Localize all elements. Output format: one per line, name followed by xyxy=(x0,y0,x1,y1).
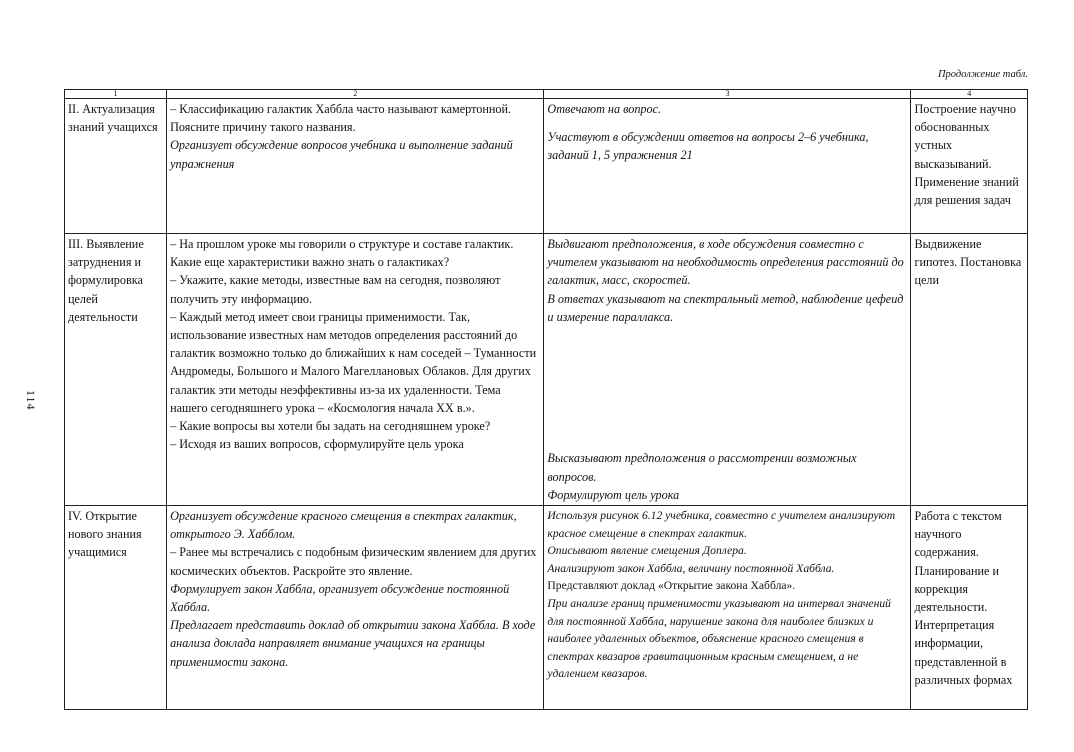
column-number: 4 xyxy=(911,90,1028,99)
students-text: Выдвигают предположения, в ходе обсуждения совместно с учителем указывают на необходимость определения расстояний до галактик, масс, скоростей. xyxy=(547,237,904,288)
column-number-row xyxy=(65,90,1028,99)
students-text: Высказывают предположения о рассмотрении возможных вопросов. xyxy=(547,451,857,484)
table-row xyxy=(65,506,1028,710)
students-text: В ответах указывают на спектральный метод, наблюдение цефеид и измерение параллакса. xyxy=(547,291,904,324)
table-row xyxy=(65,234,1028,506)
students-cell xyxy=(544,506,911,710)
column-number: 1 xyxy=(65,90,167,99)
page-number: 114 xyxy=(24,390,38,411)
result-text: Работа с текстом научного содержания. Планирование и коррекция деятельности. Интерпретация информации, представленной в различных формах xyxy=(914,509,1013,687)
result-text: Построение научно обоснованных устных высказываний. Применение знаний для решения задач xyxy=(914,102,1019,208)
stage-text: II. Актуализация знаний учащихся xyxy=(68,102,158,135)
students-cell xyxy=(544,99,911,234)
students-text: Используя рисунок 6.12 учебника, совместно с учителем анализируют красное смещение в спектрах галактик. xyxy=(547,509,896,540)
result-cell xyxy=(911,99,1028,234)
column-number: 2 xyxy=(167,90,544,99)
students-text: Участвуют в обсуждении ответов на вопросы 2–6 учебника, заданий 1, 5 упражнения 21 xyxy=(547,130,869,163)
students-text: При анализе границ применимости указывают на интервал значений для постоянной Хаббла, нарушение закона для наиболее близких и наиболее удаленных объектов, объяснение красного смещения в спектрах квазаров гравитационным красным смещением, а не удалением квазаров. xyxy=(547,596,891,681)
students-text: Описывают явление смещения Доплера. xyxy=(547,544,747,558)
continuation-note: Продолжение табл. xyxy=(937,69,1028,80)
stage-cell xyxy=(65,506,167,710)
lesson-table xyxy=(64,89,1028,710)
teacher-text: – Исходя из ваших вопросов, сформулируйте цель урока xyxy=(170,437,464,452)
teacher-text: – Каждый метод имеет свои границы применимости. Так, использование известных нам методов определения расстояний до галактик возможно только до ближайших к нам соседей – Туманности Андромеды, Большого и Малого Магеллановых Облаков. Для других галактик эти методы неэффективны из-за их удаленности. Тема нашего сегодняшнего урока – «Космология начала XX в.». xyxy=(170,309,537,415)
teacher-cell xyxy=(167,506,544,710)
students-text: Представляют доклад «Открытие закона Хаббла». xyxy=(547,579,796,593)
result-cell xyxy=(911,234,1028,506)
stage-cell xyxy=(65,99,167,234)
teacher-text: Предлагает представить доклад об открытии закона Хаббла. В ходе анализа доклада направляет внимание учащихся на границы применимости закона. xyxy=(170,618,536,669)
students-text: Формулируют цель урока xyxy=(547,487,680,502)
stage-text: IV. Открытие нового знания учащимися xyxy=(68,509,142,560)
teacher-text: – Классификацию галактик Хаббла часто называют камертонной. Поясните причину такого названия. xyxy=(170,102,512,135)
students-cell xyxy=(544,234,911,506)
teacher-text: – Какие вопросы вы хотели бы задать на сегодняшнем уроке? xyxy=(170,419,491,434)
table-row xyxy=(65,99,1028,234)
result-text: Выдвижение гипотез. Постановка цели xyxy=(914,237,1022,288)
stage-cell xyxy=(65,234,167,506)
stage-text: III. Выявление затруднения и формулировка целей деятельности xyxy=(68,237,144,324)
teacher-text: – Ранее мы встречались с подобным физическим явлением для других космических объектов. Раскройте это явление. xyxy=(170,545,537,578)
column-number: 3 xyxy=(544,90,911,99)
teacher-text: – Укажите, какие методы, известные вам на сегодня, позволяют получить эту информацию. xyxy=(170,273,501,306)
teacher-cell xyxy=(167,99,544,234)
teacher-text: – На прошлом уроке мы говорили о структуре и составе галактик. Какие еще характеристики важно знать о галактиках? xyxy=(170,237,514,270)
students-text: Отвечают на вопрос. xyxy=(547,102,662,116)
teacher-text: Формулирует закон Хаббла, организует обсуждение постоянной Хаббла. xyxy=(170,581,510,615)
teacher-text: Организует обсуждение красного смещения в спектрах галактик, открытого Э. Хабблом. xyxy=(170,509,517,542)
teacher-text: Организует обсуждение вопросов учебника и выполнение заданий упражнения xyxy=(170,138,513,171)
teacher-cell xyxy=(167,234,544,506)
students-text: Анализируют закон Хаббла, величину постоянной Хаббла. xyxy=(547,561,835,575)
result-cell xyxy=(911,506,1028,710)
